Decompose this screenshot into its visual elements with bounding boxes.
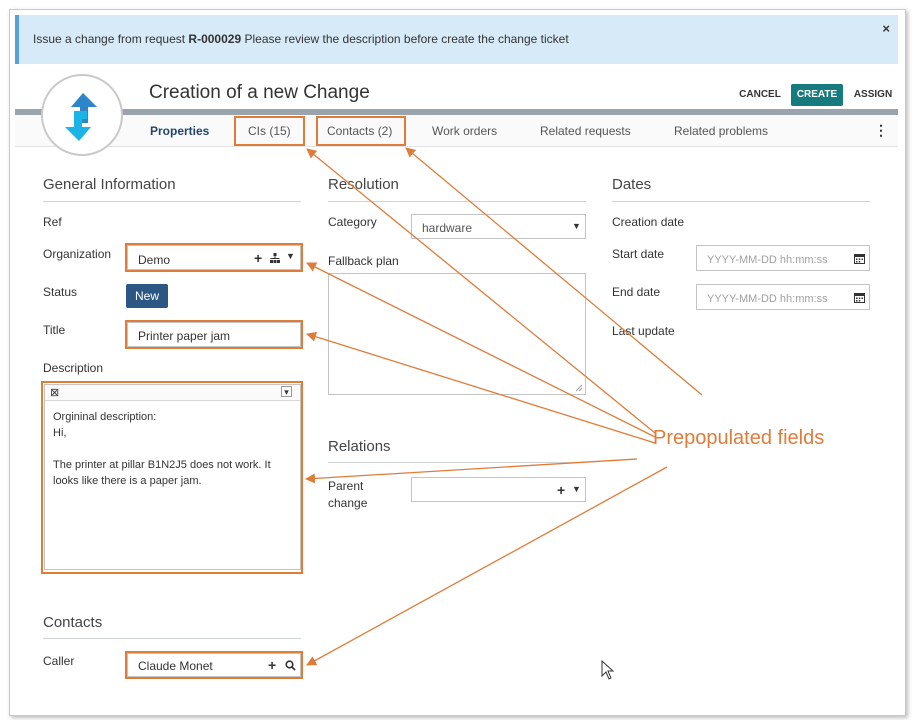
tab-cis[interactable]: CIs (15) [248,124,291,138]
relations-title: Relations [328,438,391,455]
arrow-to-contacts-tab [406,148,702,395]
title-value: Printer paper jam [138,329,231,343]
add-icon[interactable]: + [254,250,263,266]
category-label: Category [328,215,377,229]
organization-value: Demo [138,253,171,267]
arrow-to-description [306,459,637,479]
arrow-to-cis-tab [307,149,655,433]
cancel-button[interactable]: CANCEL [739,89,781,100]
tab-related-problems[interactable]: Related problems [674,124,769,138]
tab-properties[interactable]: Properties [150,124,210,138]
parent-change-label: Parent change [328,479,368,510]
add-icon[interactable]: + [268,657,277,673]
general-information-title: General Information [43,176,176,193]
add-icon[interactable]: + [557,482,566,498]
start-date-placeholder: YYYY-MM-DD hh:mm:ss [707,254,828,266]
chevron-down-icon[interactable]: ▼ [572,484,581,494]
tab-related-requests[interactable]: Related requests [540,124,631,138]
page-title: Creation of a new Change [149,82,370,103]
create-button[interactable]: CREATE [791,84,843,106]
caller-value: Claude Monet [138,659,213,673]
assign-button[interactable]: ASSIGN [853,89,893,100]
start-date-label: Start date [612,247,665,261]
banner-message: Issue a change from request R-000029 Please review the description before create the change ticket [33,32,569,46]
ref-label: Ref [43,215,62,229]
status-badge: New [126,284,168,308]
fallback-plan-label: Fallback plan [328,254,399,268]
contacts-title: Contacts [43,614,103,631]
category-value: hardware [422,221,473,235]
end-date-placeholder: YYYY-MM-DD hh:mm:ss [707,293,828,305]
description-label: Description [43,361,104,375]
resolution-title: Resolution [328,176,399,193]
organization-label: Organization [43,247,112,261]
status-label: Status [43,285,78,299]
tab-work-orders[interactable]: Work orders [432,124,498,138]
tab-contacts[interactable]: Contacts (2) [327,124,393,138]
last-update-label: Last update [612,324,675,338]
request-ref[interactable]: R-000029 [188,32,242,46]
collapse-icon[interactable]: ▾ [281,386,292,397]
change-logo-icon [41,74,123,156]
arrow-to-caller [307,467,667,665]
prepopulated-fields-annotation: Prepopulated fields [653,427,825,449]
title-label: Title [43,323,66,337]
description-text: Orgininal description: Hi, The printer at pillar B1N2J5 does not work. It looks like there is a paper jam. [53,411,271,487]
close-icon[interactable]: × [882,21,890,36]
editor-toolbar-icon[interactable]: ⊠ [50,387,60,399]
end-date-label: End date [612,285,661,299]
more-options-icon[interactable]: ⋮ [874,122,888,138]
mouse-cursor-icon [601,660,615,680]
dates-title: Dates [612,176,652,193]
chevron-down-icon[interactable]: ▼ [286,251,295,261]
chevron-down-icon[interactable]: ▼ [572,221,581,231]
caller-label: Caller [43,654,75,668]
creation-date-label: Creation date [612,215,685,229]
